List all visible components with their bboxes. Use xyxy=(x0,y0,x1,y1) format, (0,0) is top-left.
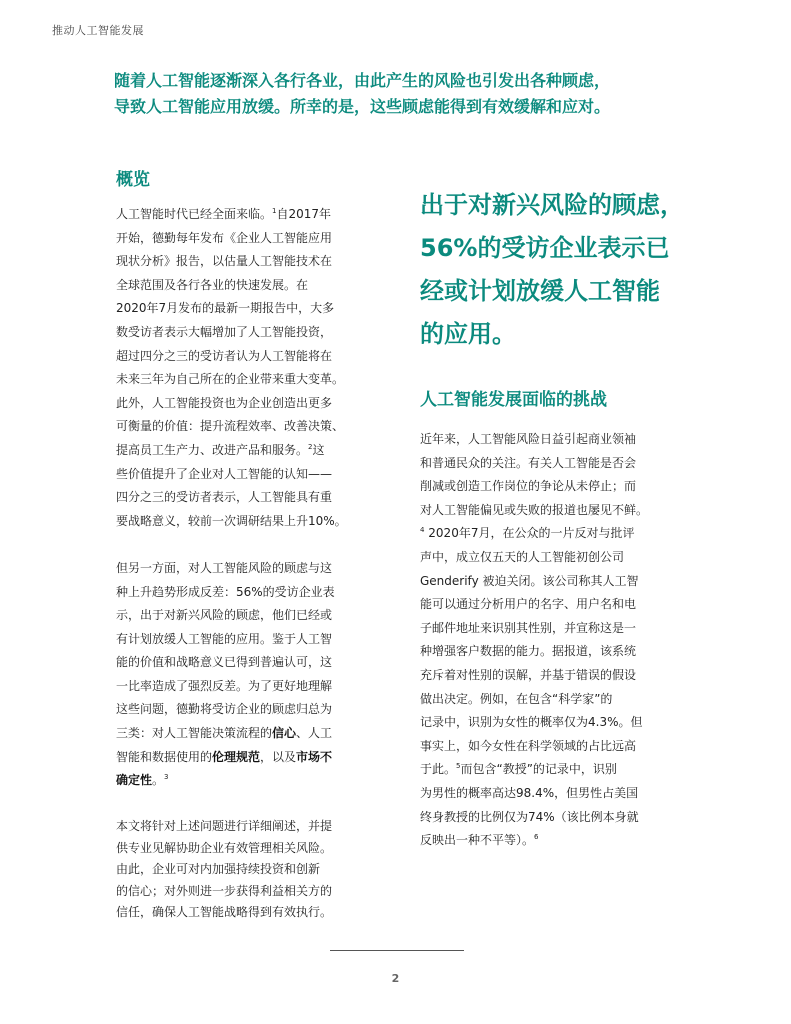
text-line: 能的价值和战略意义已得到普遍认可，这 xyxy=(116,655,333,670)
text-line: 削减或创造工作岗位的争论从未停止；而 xyxy=(420,479,637,494)
text-line: 种上升趋势形成反差：56%的受访企业表 xyxy=(116,584,335,599)
text: 提高员工生产力、改进产品和服务。 xyxy=(116,442,309,457)
text-line: 对人工智能偏见或失败的报道也屡见不鲜。 xyxy=(420,502,649,517)
text-line: 示，出于对新兴风险的顾虑，他们已经或 xyxy=(116,608,333,623)
text-line: 这些问题，德勤将受访企业的顾虑归总为 xyxy=(116,702,333,717)
pull-quote-line: 经或计划放缓人工智能 xyxy=(420,277,660,305)
text: 于此。 xyxy=(420,762,457,777)
emphasis-uncertainty: 确定性 xyxy=(116,773,153,788)
text-line: 为男性的概率高达98.4%，但男性占美国 xyxy=(420,785,639,800)
text-line: 子邮件地址来识别其性别，并宣称这是一 xyxy=(420,620,637,635)
text-line: 开始，德勤每年发布《企业人工智能应用 xyxy=(116,230,333,245)
footnote-ref[interactable]: 1 xyxy=(272,207,277,215)
text: 自2017年 xyxy=(276,207,332,221)
page-number: 2 xyxy=(391,972,400,985)
pull-quote-line: 56%的受访企业表示已 xyxy=(420,234,670,262)
text: 这 xyxy=(312,442,325,457)
footnote-ref[interactable]: 4 xyxy=(420,526,425,535)
text-line: 记录中，识别为女性的概率仅为4.3%。但 xyxy=(420,715,643,730)
text-line: 由此，企业可对内加强持续投资和创新 xyxy=(116,862,321,877)
pull-quote-line: 出于对新兴风险的顾虑， xyxy=(420,191,684,219)
text: 反映出一种不平等）。 xyxy=(420,833,535,848)
text-line: 能可以通过分析用户的名字、用户名和电 xyxy=(420,597,637,612)
lead-statement xyxy=(114,68,714,120)
text-line: 事实上，如今女性在科学领域的占比远高 xyxy=(420,738,637,753)
overview-column xyxy=(116,203,388,924)
text-line: 充斥着对性别的误解，并基于错误的假设 xyxy=(420,667,637,682)
text: 、人工 xyxy=(296,726,333,741)
text-line: Genderify 被迫关闭。该公司称其人工智 xyxy=(420,573,639,588)
text-line: 此外，人工智能投资也为企业创造出更多 xyxy=(116,395,333,410)
text-line: 有计划放缓人工智能的应用。鉴于人工智 xyxy=(116,631,333,646)
text-line: 数受访者表示大幅增加了人工智能投资， xyxy=(116,324,333,339)
text-line: 和普通民众的关注。有关人工智能是否会 xyxy=(420,455,637,470)
text-line: 但另一方面，对人工智能风险的顾虑与这 xyxy=(116,560,333,575)
text-line: 信任，确保人工智能战略得到有效执行。 xyxy=(116,905,333,920)
text-line: 四分之三的受访者表示，人工智能具有重 xyxy=(116,490,333,505)
emphasis-ethics: 伦理规范 xyxy=(212,749,261,764)
text-line: 全球范围及各行各业的快速发展。在 xyxy=(116,277,309,292)
overview-paragraph-1 xyxy=(116,203,388,533)
text-line: 近年来，人工智能风险日益引起商业领袖 xyxy=(420,432,637,446)
text-line: 现状分析》报告，以估量人工智能技术在 xyxy=(116,254,333,269)
text: ，以及 xyxy=(260,749,297,764)
overview-heading: 概览 xyxy=(116,170,150,190)
lead-line: 导致人工智能应用放缓。所幸的是，这些顾虑能得到有效缓解和应对。 xyxy=(114,97,611,116)
text-line: 本文将针对上述问题进行详细阐述，并提 xyxy=(116,819,333,834)
text: 三类：对人工智能决策流程的 xyxy=(116,726,273,741)
text-line: 的信心；对外则进一步获得利益相关方的 xyxy=(116,883,333,898)
footer-rule xyxy=(330,950,464,951)
paragraph-gap xyxy=(116,793,388,817)
text: 智能和数据使用的 xyxy=(116,749,213,764)
challenges-paragraph xyxy=(420,428,692,853)
paragraph-gap xyxy=(116,533,388,557)
overview-paragraph-3 xyxy=(116,816,388,924)
running-header: 推动人工智能发展 xyxy=(52,24,144,37)
pull-quote-line: 的应用。 xyxy=(420,320,516,348)
text-line: 做出决定。例如，在包含“科学家”的 xyxy=(420,691,613,706)
text-line: 供专业见解协助企业有效管理相关风险。 xyxy=(116,840,333,855)
challenges-column xyxy=(420,428,692,853)
emphasis-market: 市场不 xyxy=(296,749,333,764)
text-line: 一比率造成了强烈反差。为了更好地理解 xyxy=(116,678,333,693)
text-line: 可衡量的价值：提升流程效率、改善决策、 xyxy=(116,419,345,434)
lead-line: 随着人工智能逐渐深入各行各业，由此产生的风险也引发出各种顾虑， xyxy=(114,71,611,90)
footnote-ref[interactable]: 2 xyxy=(308,442,313,451)
challenges-heading: 人工智能发展面临的挑战 xyxy=(420,390,607,410)
pull-quote xyxy=(420,184,720,356)
text: 。 xyxy=(152,773,165,788)
text-line: 2020年7月发布的最新一期报告中，大多 xyxy=(116,301,335,316)
footnote-ref[interactable]: 5 xyxy=(456,762,461,771)
text-line: 声中，成立仅五天的人工智能初创公司 xyxy=(420,549,625,564)
footnote-ref[interactable]: 3 xyxy=(164,773,169,782)
overview-paragraph-2 xyxy=(116,557,388,793)
text: 人工智能时代已经全面来临。 xyxy=(116,207,273,221)
text-line: 未来三年为自己所在的企业带来重大变革。 xyxy=(116,372,345,387)
text-line: 超过四分之三的受访者认为人工智能将在 xyxy=(116,348,333,363)
text: 2020年7月，在公众的一片反对与批评 xyxy=(424,526,635,541)
footnote-ref[interactable]: 6 xyxy=(534,833,539,842)
text-line: 要战略意义，较前一次调研结果上升10%。 xyxy=(116,513,347,528)
text-line: 终身教授的比例仅为74%（该比例本身就 xyxy=(420,809,639,824)
text: 而包含“教授”的记录中，识别 xyxy=(460,762,617,777)
text-line: 些价值提升了企业对人工智能的认知—— xyxy=(116,466,333,481)
text-line: 种增强客户数据的能力。据报道，该系统 xyxy=(420,644,637,659)
emphasis-confidence: 信心 xyxy=(272,726,297,741)
